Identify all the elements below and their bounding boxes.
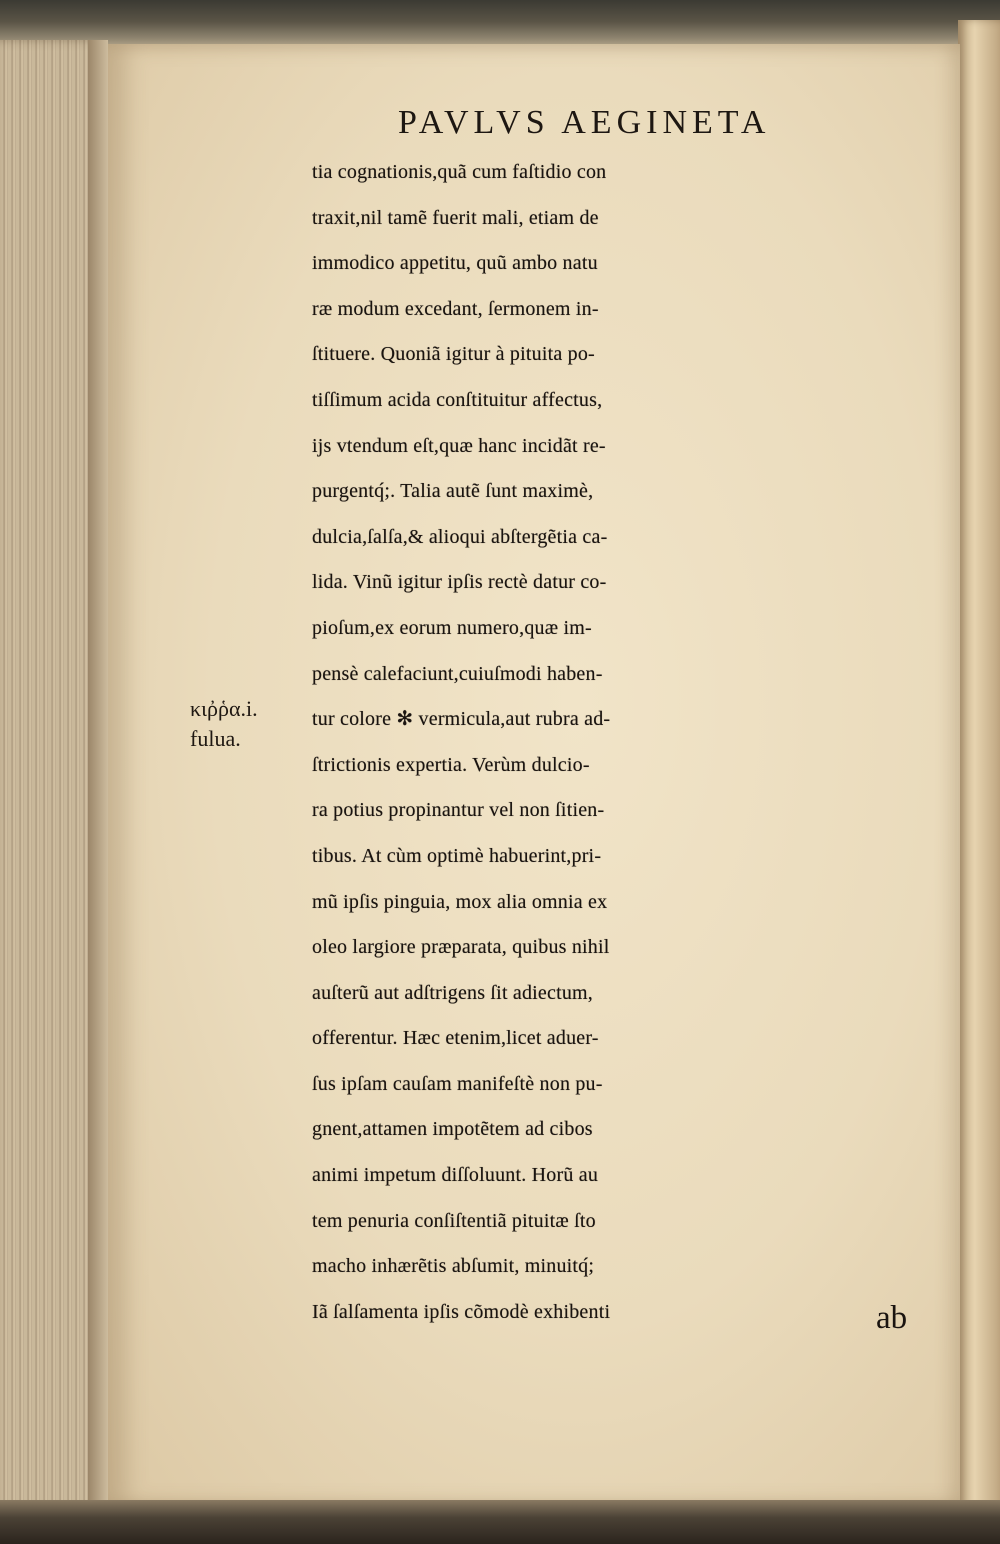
binding-top-edge	[0, 0, 1000, 48]
marginal-note-line: κιῤῥα.i.	[190, 696, 258, 721]
text-line: tiſſimum acida conſtituitur affectus,	[312, 388, 603, 411]
marginal-note-line: fulua.	[190, 726, 241, 751]
text-line: ſtrictionis expertia. Verùm dulcio-	[312, 753, 590, 776]
text-line: pensè calefaciunt,cuiuſmodi haben-	[312, 662, 603, 685]
running-head: PAVLVS AEGINETA	[398, 104, 771, 141]
text-line: oleo largiore præparata, quibus nihil	[312, 936, 610, 959]
marginal-note	[190, 694, 300, 754]
text-line: Iã ſalſamenta ipſis cõmodè exhibenti	[312, 1300, 611, 1323]
text-line: lida. Vinũ igitur ipſis rectè datur co-	[312, 571, 607, 594]
text-line: tibus. At cùm optimè habuerint,pri-	[312, 844, 602, 867]
text-line: purgentq́;. Talia autẽ ſunt maximè,	[312, 480, 594, 503]
text-line: offerentur. Hæc etenim,licet aduer-	[312, 1027, 599, 1050]
text-line: gnent,attamen impotẽtem ad cibos	[312, 1118, 593, 1141]
text-line: ra potius propinantur vel non ſitien-	[312, 799, 605, 822]
text-line: animi impetum diſſoluunt. Horũ au	[312, 1164, 599, 1187]
text-line: immodico appetitu, quũ ambo natu	[312, 252, 598, 275]
text-line: tur colore ✻ vermicula,aut rubra ad-	[312, 708, 611, 731]
text-line: ræ modum excedant, ſermonem in-	[312, 297, 599, 320]
body-text	[312, 150, 942, 1335]
binding-bottom-edge	[0, 1500, 1000, 1544]
text-line: mũ ipſis pinguia, mox alia omnia ex	[312, 890, 608, 913]
text-line: tia cognationis,quã cum faſtidio con	[312, 161, 607, 183]
text-line: ſus ipſam cauſam manifeſtè non pu-	[312, 1072, 603, 1095]
text-line: auſterũ aut adſtrigens ſit adiectum,	[312, 981, 593, 1004]
catchword: ab	[876, 1300, 908, 1336]
text-line: ijs vtendum eſt,quæ hanc incidãt re-	[312, 434, 606, 457]
text-line: macho inhærẽtis abſumit, minuitq́;	[312, 1255, 595, 1278]
text-line: pioſum,ex eorum numero,quæ im-	[312, 616, 592, 639]
stacked-page-edges	[0, 40, 108, 1510]
text-line: traxit,nil tamẽ fuerit mali, etiam de	[312, 206, 599, 229]
text-line: tem penuria conſiſtentiã pituitæ ſto	[312, 1209, 596, 1232]
text-line: dulcia,ſalſa,& alioqui abſtergẽtia ca-	[312, 525, 608, 548]
text-line: ſtituere. Quoniã igitur à pituita po-	[312, 343, 595, 366]
facing-page-edge	[958, 20, 1000, 1510]
